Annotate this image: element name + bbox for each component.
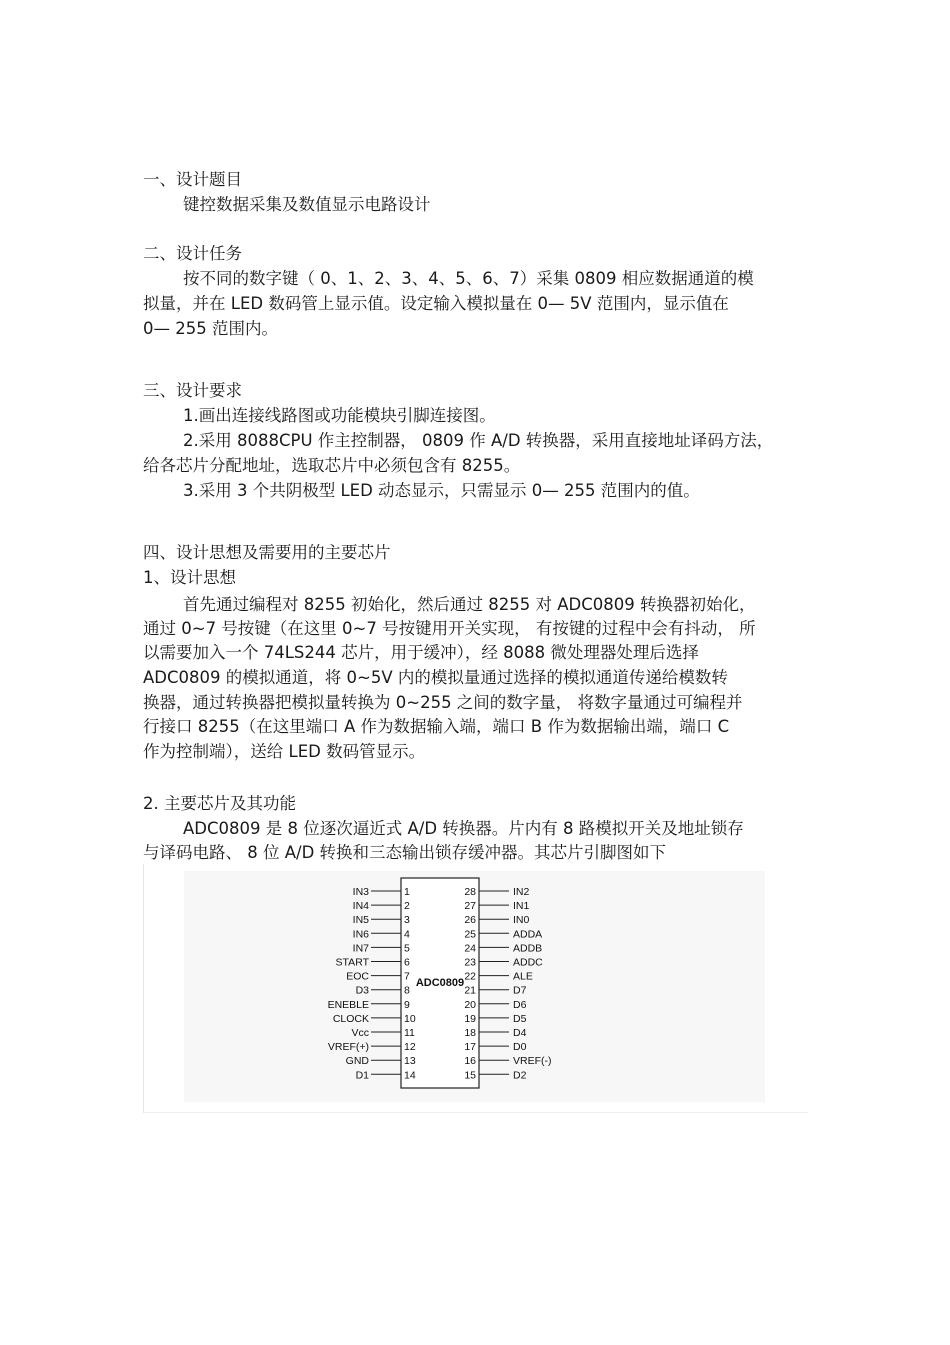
paragraph-line: 首先通过编程对 8255 初始化，然后通过 8255 对 ADC0809 转换器初始化， [183, 595, 756, 614]
pin-number: 3 [404, 914, 410, 927]
pin-number: 19 [464, 1012, 476, 1025]
pin-number: 22 [464, 970, 476, 983]
pin-label: D7 [513, 984, 527, 997]
requirement-line: 3.采用 3 个共阴极型 LED 动态显示，只需显示 0— 255 范围内的值。 [183, 481, 700, 500]
pin-label: D6 [513, 998, 527, 1011]
subsection-heading: 1、设计思想 [143, 568, 236, 587]
pin-label: ENEBLE [327, 998, 369, 1011]
pin-number: 5 [404, 942, 410, 955]
pin-label: IN7 [352, 942, 369, 955]
pin-number: 28 [464, 886, 476, 898]
requirement-line: 2.采用 8088CPU 作主控制器， 0809 作 A/D 转换器，采用直接地址译码方法， [183, 431, 774, 450]
pin-number: 25 [464, 928, 476, 941]
pin-number: 1 [404, 886, 410, 898]
section-1-heading: 一、设计题目 [143, 170, 242, 189]
section-2-heading: 二、设计任务 [143, 244, 242, 263]
pin-label: D4 [513, 1027, 527, 1039]
pin-label: GND [345, 1055, 369, 1068]
pin-number: 7 [404, 970, 410, 983]
paragraph-line: 按不同的数字键（ 0、1、2、3、4、5、6、7）采集 0809 相应数据通道的模 [183, 269, 754, 288]
paragraph-line: 通过 0~7 号按键（在这里 0~7 号按键用开关实现， 有按键的过程中会有抖动， 所 [143, 619, 756, 638]
pin-label: ALE [513, 970, 533, 983]
paragraph-line: 作为控制端），送给 LED 数码管显示。 [143, 742, 426, 761]
paragraph-line: ADC0809 是 8 位逐次逼近式 A/D 转换器。片内有 8 路模拟开关及地址锁存 [183, 819, 744, 838]
paragraph-line: 0— 255 范围内。 [143, 319, 278, 338]
section-4-heading: 四、设计思想及需要用的主要芯片 [143, 543, 391, 562]
pin-number: 11 [404, 1027, 415, 1039]
pin-label: START [335, 956, 369, 969]
pin-number: 6 [404, 956, 410, 969]
pin-number: 12 [404, 1041, 416, 1054]
pin-number: 10 [404, 1012, 416, 1025]
pin-label: ADDC [513, 956, 543, 969]
pin-label: VREF(-) [513, 1055, 552, 1068]
paragraph-line: ADC0809 的模拟通道，将 0~5V 内的模拟量通过选择的模拟通道传递给模数转 [143, 668, 728, 687]
pin-label: D5 [513, 1012, 527, 1025]
pin-number: 13 [404, 1055, 416, 1068]
paragraph-line: 换器，通过转换器把模拟量转换为 0~255 之间的数字量， 将数字量通过可编程并 [143, 693, 743, 712]
pin-label: EOC [346, 970, 369, 983]
pin-number: 24 [464, 942, 476, 955]
pin-number: 9 [404, 998, 410, 1011]
pin-number: 27 [464, 900, 476, 913]
pin-label: ADDB [513, 942, 543, 955]
pin-number: 4 [404, 928, 410, 941]
pin-label: IN0 [513, 914, 530, 927]
pin-label: D3 [355, 984, 369, 997]
pin-label: CLOCK [332, 1012, 369, 1025]
pin-label: D0 [513, 1041, 527, 1054]
section-3-heading: 三、设计要求 [143, 381, 242, 400]
pin-label: D2 [513, 1069, 527, 1082]
pin-label: IN4 [352, 900, 369, 913]
paragraph-line: 以需要加入一个 74LS244 芯片，用于缓冲），经 8088 微处理器处理后选择 [143, 643, 699, 662]
pin-number: 2 [404, 900, 410, 913]
pin-label: IN6 [352, 928, 369, 941]
pin-label: IN3 [352, 886, 369, 898]
pin-number: 8 [404, 984, 410, 997]
requirement-line: 给各芯片分配地址，选取芯片中必须包含有 8255。 [143, 456, 521, 475]
paragraph-line: 与译码电路、 8 位 A/D 转换和三态输出锁存缓冲器。其芯片引脚图如下 [143, 843, 667, 862]
pin-number: 16 [464, 1055, 476, 1068]
pin-label: VREF(+) [327, 1041, 369, 1054]
pin-number: 15 [464, 1069, 476, 1082]
pin-label: ADDA [513, 928, 543, 941]
paragraph-line: 行接口 8255（在这里端口 A 作为数据输入端，端口 B 作为数据输出端，端口 C [143, 717, 730, 736]
pin-label: IN2 [513, 886, 530, 898]
adc0809-pinout-diagram [184, 871, 765, 1102]
pin-number: 14 [404, 1069, 416, 1082]
chip-figure [143, 864, 808, 1113]
requirement-line: 1.画出连接线路图或功能模块引脚连接图。 [183, 406, 496, 425]
pin-label: IN1 [513, 900, 530, 913]
pin-number: 18 [464, 1027, 476, 1039]
paragraph-line: 拟量，并在 LED 数码管上显示值。设定输入模拟量在 0— 5V 范围内，显示值在 [143, 294, 729, 313]
pin-number: 20 [464, 998, 476, 1011]
pin-label: IN5 [352, 914, 369, 927]
pin-label: Vcc [351, 1027, 369, 1039]
pin-number: 17 [464, 1041, 476, 1054]
chip-name: ADC0809 [415, 977, 465, 989]
pin-number: 21 [464, 984, 476, 997]
pin-number: 26 [464, 914, 476, 927]
chip-figure-inner [184, 871, 765, 1102]
pin-label: D1 [355, 1069, 369, 1082]
subsection-heading: 2. 主要芯片及其功能 [143, 794, 296, 813]
pin-number: 23 [464, 956, 476, 969]
design-title: 键控数据采集及数值显示电路设计 [183, 195, 431, 214]
